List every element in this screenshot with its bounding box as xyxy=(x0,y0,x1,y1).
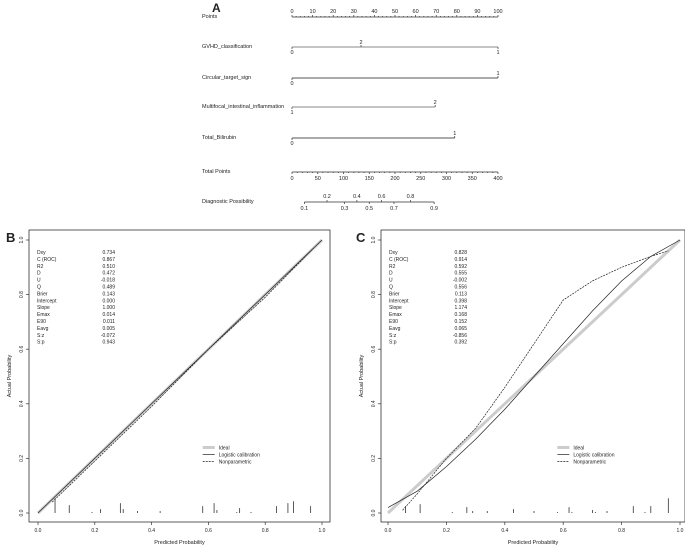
stat-name: C (ROC) xyxy=(37,256,57,263)
x-tick-label: 0.8 xyxy=(261,528,269,534)
variable-label: Circular_target_sign xyxy=(202,75,252,81)
variable-label: GVHD_classification xyxy=(202,44,253,50)
stat-value: 1.000 xyxy=(102,305,115,312)
stat-value: 0.014 xyxy=(102,312,115,319)
stat-name: Intercept xyxy=(37,298,57,305)
stat-name: Intercept xyxy=(389,298,409,305)
variable-level-label: 0 xyxy=(290,141,294,147)
legend-label: Logistic calibration xyxy=(218,452,260,459)
stat-value: -0.072 xyxy=(100,332,115,339)
x-tick-label: 0.8 xyxy=(618,528,626,534)
x-tick-label: 0.0 xyxy=(384,528,392,534)
legend-label: Nonparametric xyxy=(218,459,252,466)
probability-tick-label: 0.4 xyxy=(353,194,361,200)
y-tick-label: 1.0 xyxy=(19,236,25,244)
stat-name: Brier xyxy=(37,291,48,298)
total-points-tick-label: 50 xyxy=(314,176,321,182)
legend-label: Nonparametric xyxy=(573,459,607,466)
probability-tick-label: 0.8 xyxy=(406,194,415,200)
stat-name: Emax xyxy=(37,312,50,319)
y-tick-label: 0.4 xyxy=(371,400,377,408)
variable-level-label: 2 xyxy=(433,100,437,106)
points-tick-label: 10 xyxy=(309,9,316,15)
total-points-tick-label: 300 xyxy=(441,176,452,182)
stat-value: 0.113 xyxy=(454,291,467,298)
stat-name: S:p xyxy=(389,339,397,346)
stat-name: Slope xyxy=(37,305,50,312)
stat-value: 0.143 xyxy=(102,291,115,298)
stat-name: U xyxy=(389,277,393,284)
stat-value: 0.510 xyxy=(102,263,115,270)
variable-level-label: 1 xyxy=(290,110,294,116)
variable-level-label: 2 xyxy=(359,40,363,46)
x-axis-label: Predicted Probability xyxy=(507,540,559,546)
points-tick-label: 100 xyxy=(493,9,503,15)
y-tick-label: 0.2 xyxy=(19,454,25,462)
total-points-tick-label: 150 xyxy=(364,176,374,182)
y-tick-label: 0.4 xyxy=(19,400,25,408)
y-tick-label: 0.0 xyxy=(371,509,377,517)
x-tick-label: 0.0 xyxy=(34,528,42,534)
y-tick-label: 0.8 xyxy=(19,291,25,299)
probability-tick-label: 0.3 xyxy=(340,206,349,212)
stat-value: 0.943 xyxy=(102,339,115,346)
logistic-calibration-line xyxy=(38,240,322,513)
stat-name: D xyxy=(389,270,393,277)
x-tick-label: 0.2 xyxy=(91,528,99,534)
y-tick-label: 0.6 xyxy=(371,345,377,353)
stat-value: 0.392 xyxy=(454,339,467,346)
stat-value: 0.556 xyxy=(454,284,467,291)
variable-level-label: 1 xyxy=(496,71,500,77)
y-tick-label: 0.2 xyxy=(371,454,377,462)
variable-level-label: 1 xyxy=(496,50,500,56)
legend-label: Logistic calibration xyxy=(573,452,615,459)
stat-name: U xyxy=(37,277,41,284)
points-tick-label: 80 xyxy=(453,9,460,15)
variable-level-label: 0 xyxy=(290,50,294,56)
stat-name: E90 xyxy=(37,319,46,325)
stat-value: -0.002 xyxy=(452,277,467,284)
stat-name: Dxy xyxy=(389,250,398,256)
points-tick-label: 30 xyxy=(350,9,357,15)
probability-tick-label: 0.6 xyxy=(377,194,386,200)
stat-value: 0.592 xyxy=(454,263,467,270)
stat-value: 0.011 xyxy=(102,319,115,325)
x-tick-label: 1.0 xyxy=(676,528,684,534)
stat-value: -0.856 xyxy=(452,332,467,339)
stat-value: 0.555 xyxy=(454,270,467,277)
panel-label-c: C xyxy=(356,230,366,245)
stat-name: S:z xyxy=(389,332,397,339)
variable-level-label: 1 xyxy=(453,131,457,137)
y-axis-label: Actual Probability xyxy=(7,354,13,398)
stat-name: Eavg xyxy=(37,325,49,332)
points-tick-label: 60 xyxy=(412,9,419,15)
x-tick-label: 0.6 xyxy=(204,528,212,534)
probability-tick-label: 0.7 xyxy=(390,206,398,212)
points-axis-label: Points xyxy=(202,14,218,20)
stat-name: R2 xyxy=(389,263,396,270)
panel-label-a: A xyxy=(212,1,221,15)
y-tick-label: 0.8 xyxy=(371,291,377,299)
y-tick-label: 0.0 xyxy=(19,509,25,517)
total-points-tick-label: 400 xyxy=(493,176,503,182)
probability-tick-label: 0.2 xyxy=(323,194,331,200)
stat-value: 0.472 xyxy=(102,270,115,277)
stat-value: 1.174 xyxy=(454,305,467,312)
panel-label-b: B xyxy=(6,230,16,245)
points-tick-label: 40 xyxy=(371,9,378,15)
stat-value: 0.398 xyxy=(454,298,467,305)
y-axis-label: Actual Probability xyxy=(359,354,365,398)
stat-name: Emax xyxy=(389,312,402,319)
stat-name: Q xyxy=(389,284,393,291)
total-points-tick-label: 0 xyxy=(290,176,294,182)
stat-value: 0.000 xyxy=(102,298,115,305)
x-axis-label: Predicted Probability xyxy=(154,540,205,546)
points-tick-label: 0 xyxy=(290,9,294,15)
stat-value: 0.168 xyxy=(454,312,467,319)
stat-value: 0.867 xyxy=(102,256,115,263)
stat-value: -0.018 xyxy=(100,277,115,284)
stat-name: Eavg xyxy=(389,325,401,332)
stat-value: 0.489 xyxy=(102,284,115,291)
stat-name: Brier xyxy=(389,291,400,298)
total-points-tick-label: 350 xyxy=(467,176,477,182)
stat-value: 0.065 xyxy=(454,325,467,332)
total-points-tick-label: 100 xyxy=(338,176,349,182)
x-tick-label: 0.4 xyxy=(148,528,156,534)
x-tick-label: 1.0 xyxy=(318,528,326,534)
stat-value: 0.152 xyxy=(454,319,467,325)
stat-name: Dxy xyxy=(37,250,46,256)
y-tick-label: 0.6 xyxy=(19,345,25,353)
points-tick-label: 20 xyxy=(330,9,337,15)
total-points-tick-label: 250 xyxy=(416,176,426,182)
legend-label: Ideal xyxy=(573,445,585,452)
legend-label: Ideal xyxy=(218,445,230,452)
probability-tick-label: 0.5 xyxy=(365,206,374,212)
stat-name: E90 xyxy=(389,319,398,325)
total-points-tick-label: 200 xyxy=(390,176,400,182)
x-tick-label: 0.6 xyxy=(559,528,567,534)
x-tick-label: 0.2 xyxy=(442,528,450,534)
stat-value: 0.005 xyxy=(102,325,115,332)
stat-value: 0.734 xyxy=(102,250,115,256)
variable-label: Total_Bilirubin xyxy=(202,135,237,141)
probability-tick-label: 0.9 xyxy=(430,206,438,212)
stat-name: C (ROC) xyxy=(389,256,409,263)
stat-name: S:p xyxy=(37,339,45,346)
stat-value: 0.914 xyxy=(454,256,467,263)
x-tick-label: 0.4 xyxy=(501,528,509,534)
points-tick-label: 50 xyxy=(391,9,399,15)
points-tick-label: 70 xyxy=(433,9,440,15)
stat-name: Slope xyxy=(389,305,402,312)
stat-value: 0.828 xyxy=(454,250,467,256)
variable-level-label: 0 xyxy=(290,81,294,87)
stat-name: Q xyxy=(37,284,41,291)
stat-name: R2 xyxy=(37,263,44,270)
total-points-label: Total Points xyxy=(202,169,231,175)
stat-name: S:z xyxy=(37,332,45,339)
y-tick-label: 1.0 xyxy=(371,236,377,244)
probability-tick-label: 0.1 xyxy=(300,206,309,212)
points-tick-label: 90 xyxy=(474,9,481,15)
variable-label: Multifocal_intestinal_inflammation xyxy=(202,104,285,110)
probability-axis-label: Diagnostic Possibility xyxy=(202,199,254,205)
stat-name: D xyxy=(37,270,41,277)
